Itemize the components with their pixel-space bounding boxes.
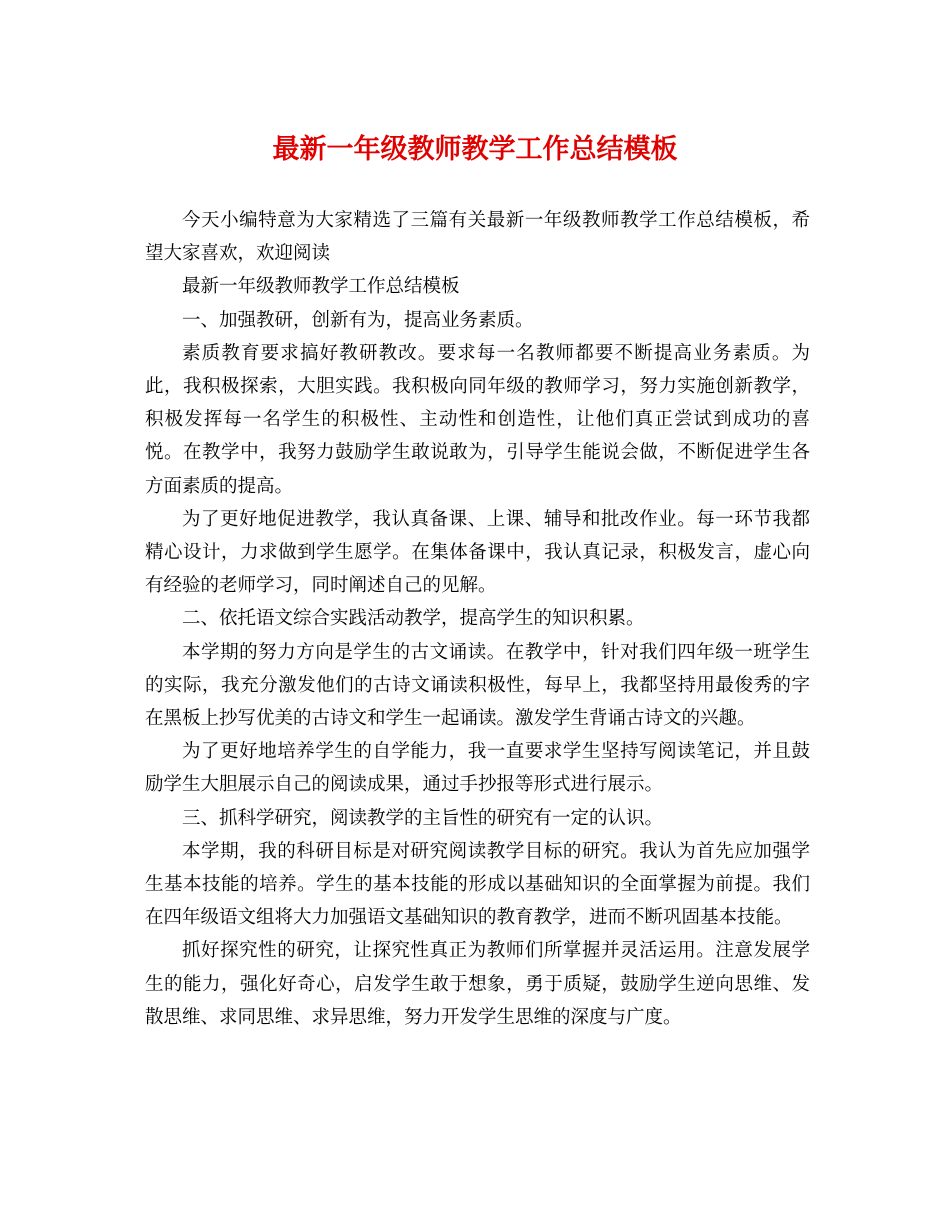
paragraph: 为了更好地促进教学，我认真备课、上课、辅导和批改作业。每一环节我都精心设计，力求做到学生愿学。在集体备课中，我认真记录，积极发言，虚心向有经验的老师学习，同时阐述自己的见解。 bbox=[145, 508, 810, 597]
document-body bbox=[145, 204, 810, 1034]
paragraph: 本学期的努力方向是学生的古文诵读。在教学中，针对我们四年级一班学生的实际，我充分激发他们的古诗文诵读积极性，每早上，我都坚持用最俊秀的字在黑板上抄写优美的古诗文和学生一起诵读。激发学生背诵古诗文的兴趣。 bbox=[145, 641, 810, 730]
paragraph-subtitle: 最新一年级教师教学工作总结模板 bbox=[182, 276, 460, 298]
paragraph: 素质教育要求搞好教研教改。要求每一名教师都要不断提高业务素质。为此，我积极探索，大胆实践。我积极向同年级的教师学习，努力实施创新教学，积极发挥每一名学生的积极性、主动性和创造性，让他们真正尝试到成功的喜悦。在教学中，我努力鼓励学生敢说敢为，引导学生能说会做，不断促进学生各方面素质的提高。 bbox=[145, 342, 810, 497]
section-heading-1: 一、加强教研，创新有为，提高业务素质。 bbox=[182, 309, 534, 331]
paragraph: 本学期，我的科研目标是对研究阅读教学目标的研究。我认为首先应加强学生基本技能的培养。学生的基本技能的形成以基础知识的全面掌握为前提。我们在四年级语文组将大力加强语文基础知识的教育教学，进而不断巩固基本技能。 bbox=[145, 840, 810, 929]
paragraph-intro: 今天小编特意为大家精选了三篇有关最新一年级教师教学工作总结模板，希望大家喜欢，欢迎阅读 bbox=[145, 210, 810, 265]
paragraph: 抓好探究性的研究，让探究性真正为教师们所掌握并灵活运用。注意发展学生的能力，强化好奇心，启发学生敢于想象，勇于质疑，鼓励学生逆向思维、发散思维、求同思维、求异思维，努力开发学生思维的深度与广度。 bbox=[145, 940, 810, 1028]
document-title: 最新一年级教师教学工作总结模板 bbox=[272, 134, 678, 165]
section-heading-2: 二、依托语文综合实践活动教学，提高学生的知识积累。 bbox=[182, 608, 645, 630]
paragraph: 为了更好地培养学生的自学能力，我一直要求学生坚持写阅读笔记，并且鼓励学生大胆展示自己的阅读成果，通过手抄报等形式进行展示。 bbox=[145, 741, 810, 796]
section-heading-3: 三、抓科学研究，阅读教学的主旨性的研究有一定的认识。 bbox=[182, 807, 664, 829]
